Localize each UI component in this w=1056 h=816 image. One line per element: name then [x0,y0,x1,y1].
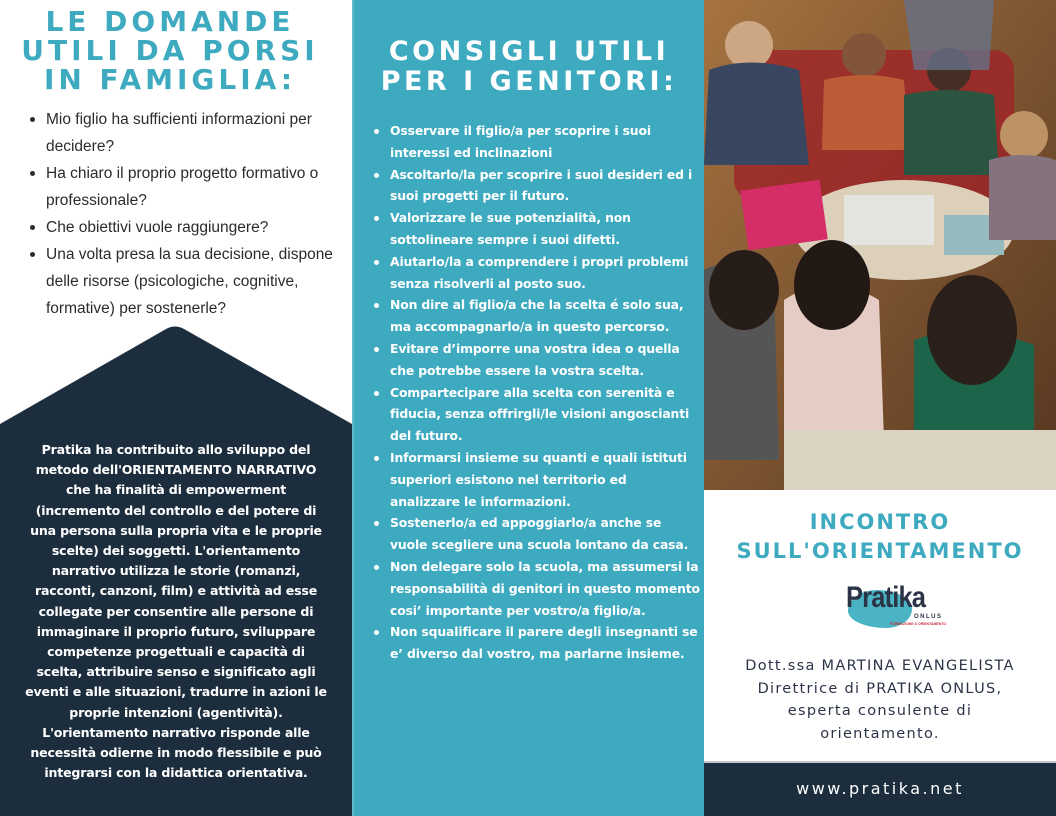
list-item: Sostenerlo/a ed appoggiarlo/a anche se vuole scegliere una scuola lontano da casa. [368,512,700,556]
text-line: racconti, canzoni, film) e attività ad esse [34,583,318,599]
list-item: Una volta presa la sua decisione, dispone delle risorse (psicologiche, cognitive, formative) per sostenerle? [26,241,346,322]
text-line: eventi e alle situazioni, tradurre in azioni le [25,684,327,700]
list-item: Aiutarlo/la a comprendere i propri problemi senza risolverli al posto suo. [368,251,700,295]
text-line: metodo dell'ORIENTAMENTO NARRATIVO [35,462,317,478]
speaker-info [704,655,1056,745]
text-line: (incremento del controllo e del potere di [35,502,317,518]
text-line: competenze progettuali e capacità di [47,644,305,660]
text-line: necessità odierne in modo flessibile e può [30,745,322,761]
logo-tagline: FORMAZIONE & ORIENTAMENTO [890,622,947,626]
list-item: Non dire al figlio/a che la scelta é solo sua, ma accompagnarlo/a in questo percorso. [368,294,700,338]
narrative-orientation-box [0,324,352,816]
narrative-orientation-text [8,440,344,783]
logo-wordmark: Pratika [846,581,926,614]
students-photo-illustration-icon [704,0,1056,490]
title-line: PER I GENITORI: [380,66,678,97]
list-item: Ascoltarlo/la per scoprire i suoi desideri ed i suoi progetti per il futuro. [368,164,700,208]
footer-bar [704,761,1056,816]
family-questions-list [26,106,346,322]
speaker-line: Dott.ssa MARTINA EVANGELISTA [745,658,1015,674]
text-line: che ha finalità di empowerment [65,482,287,498]
text-line: narrativo utilizza le storie (romanzi, [51,563,301,579]
title-line: INCONTRO [809,510,951,534]
speaker-line: Direttrice di PRATIKA ONLUS, [757,680,1003,697]
event-title [704,508,1056,566]
website-link[interactable]: www.pratika.net [796,779,964,798]
text-line: collegate per consentire alle persone di [38,603,314,619]
students-photo [704,0,1056,490]
text-line: scelte) dei soggetti. L'orientamento [51,543,301,559]
title-line: SULL'ORIENTAMENTO [736,539,1024,563]
list-item: Non squalificare il parere degli insegnanti se e’ diverso dal vostro, ma parlarne insieme. [368,621,700,665]
parent-tips-title [354,37,704,97]
speaker-line: esperta consulente di [787,703,973,719]
list-item: Non delegare solo la scuola, ma assumersi la responsabilità di genitori in questo momento cosi’ importante per vostro/a figlio/a. [368,556,700,621]
pratika-logo [844,580,947,630]
parent-tips-list [368,120,700,665]
list-item: Osservare il figlio/a per scoprire i suoi interessi ed inclinazioni [368,120,700,164]
list-item: Valorizzare le sue potenzialità, non sottolineare sempre i suoi difetti. [368,207,700,251]
text-line: immaginare il proprio futuro, sviluppare [36,623,316,639]
title-line: CONSIGLI UTILI [388,36,670,67]
title-line: LE DOMANDE [45,5,295,38]
text-line: una persona sulla propria vita e le proprie [30,522,322,538]
list-item: Compartecipare alla scelta con serenità e fiducia, senza offrirgli/le visioni angoscianti del futuro. [368,382,700,447]
text-line: Pratika ha contribuito allo sviluppo del [41,442,311,457]
list-item: Mio figlio ha sufficienti informazioni per decidere? [26,106,346,160]
title-line: UTILI DA PORSI [21,34,319,67]
list-item: Evitare d’imporre una vostra idea o quella che potrebbe essere la vostra scelta. [368,338,700,382]
list-item: Informarsi insieme su quanti e quali istituti superiori esistono nel territorio ed analizzare le informazioni. [368,447,700,512]
speaker-line: orientamento. [820,725,940,742]
text-line: L'orientamento narrativo risponde alle [42,724,310,740]
list-item: Che obiettivi vuole raggiungere? [26,214,346,241]
logo-subtitle: ONLUS [914,614,943,620]
list-item: Ha chiaro il proprio progetto formativo o professionale? [26,160,346,214]
family-questions-title [0,7,340,94]
title-line: IN FAMIGLIA: [43,63,297,96]
right-panel [704,0,1056,816]
text-line: scelta, attribuire senso e significato agli [36,664,316,680]
middle-panel [352,0,704,816]
text-line: integrarsi con la didattica orientativa. [44,765,308,781]
left-panel [0,0,352,816]
text-line: proprie intenzioni (agentività). [69,704,283,720]
